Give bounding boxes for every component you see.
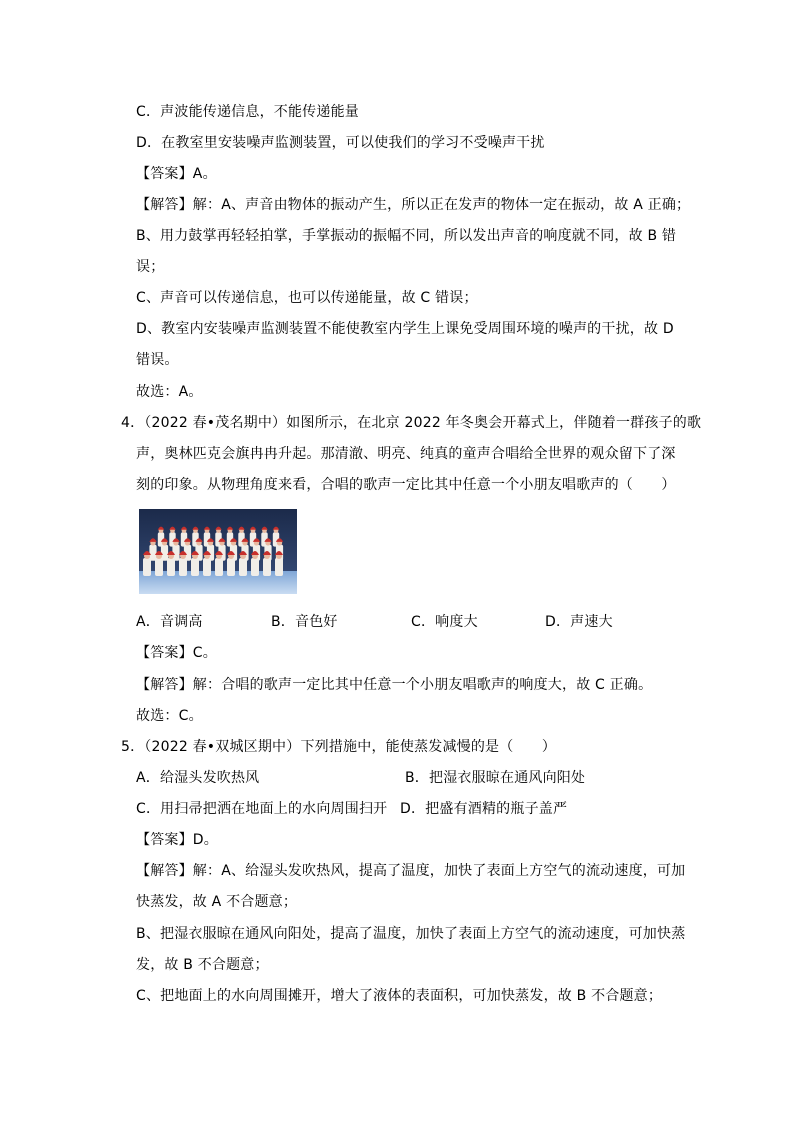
q5-analysis-line-2: 快蒸发，故 A 不合题意；: [136, 894, 298, 910]
q3-analysis-line-4: C、声音可以传递信息，也可以传递能量，故 C 错误；: [136, 290, 478, 306]
q5-option-c: C．用扫帚把洒在地面上的水向周围扫开: [136, 801, 388, 817]
q3-analysis-line-1: 【解答】解：A、声音由物体的振动产生，所以正在发声的物体一定在振动，故 A 正确；: [136, 197, 691, 213]
q4-answer: 【答案】C。: [136, 645, 217, 661]
q4-final-choice: 故选：C。: [136, 708, 203, 724]
q3-answer: 【答案】A。: [136, 166, 217, 182]
q3-analysis-line-6: 错误。: [136, 352, 179, 368]
q4-option-b: B．音色好: [271, 614, 338, 630]
q3-option-c: C．声波能传递信息，不能传递能量: [136, 104, 359, 120]
q4-option-c: C．响度大: [411, 614, 478, 630]
q3-analysis-line-5: D、教室内安装噪声监测装置不能使教室内学生上课免受周围环境的噪声的干扰，故 D: [136, 321, 674, 337]
q5-analysis-line-5: C、把地面上的水向周围摊开，增大了液体的表面积，可加快蒸发，故 B 不合题意；: [136, 988, 663, 1004]
q4-stem-line-3: 刻的印象。从物理角度来看，合唱的歌声一定比其中任意一个小朋友唱歌声的（ ）: [136, 477, 676, 493]
q5-analysis-line-3: B、把湿衣服晾在通风向阳处，提高了温度，加快了表面上方空气的流动速度，可加快蒸: [136, 926, 686, 942]
q5-option-d: D．把盛有酒精的瓶子盖严: [400, 801, 568, 817]
q5-option-b: B．把湿衣服晾在通风向阳处: [405, 770, 586, 786]
q4-option-d: D．声速大: [545, 614, 613, 630]
q5-analysis-line-1: 【解答】解：A、给湿头发吹热风，提高了温度，加快了表面上方空气的流动速度，可加: [136, 863, 686, 879]
q5-analysis-line-4: 发，故 B 不合题意；: [136, 957, 269, 973]
q5-stem-line-1: 5．（2022 春•双城区期中）下列措施中，能使蒸发减慢的是（ ）: [121, 739, 557, 755]
q4-option-a: A．音调高: [136, 614, 203, 630]
q4-analysis-line-1: 【解答】解：合唱的歌声一定比其中任意一个小朋友唱歌声的响度大，故 C 正确。: [136, 677, 653, 693]
q4-stem-line-1: 4．（2022 春•茂名期中）如图所示，在北京 2022 年冬奥会开幕式上，伴随着一群孩子的歌: [121, 415, 702, 431]
choir-photo: [139, 509, 297, 594]
q3-final-choice: 故选：A。: [136, 384, 203, 400]
q3-option-d: D．在教室里安装噪声监测装置，可以使我们的学习不受噪声干扰: [136, 135, 545, 151]
q3-analysis-line-2: B、用力鼓掌再轻轻拍掌，手掌振动的振幅不同，所以发出声音的响度就不同，故 B 错: [136, 228, 677, 244]
q5-answer: 【答案】D。: [136, 832, 218, 848]
q5-option-a: A．给湿头发吹热风: [136, 770, 260, 786]
q4-stem-line-2: 声，奥林匹克会旗冉冉升起。那清澈、明亮、纯真的童声合唱给全世界的观众留下了深: [136, 446, 676, 462]
q3-analysis-line-3: 误；: [136, 259, 165, 275]
